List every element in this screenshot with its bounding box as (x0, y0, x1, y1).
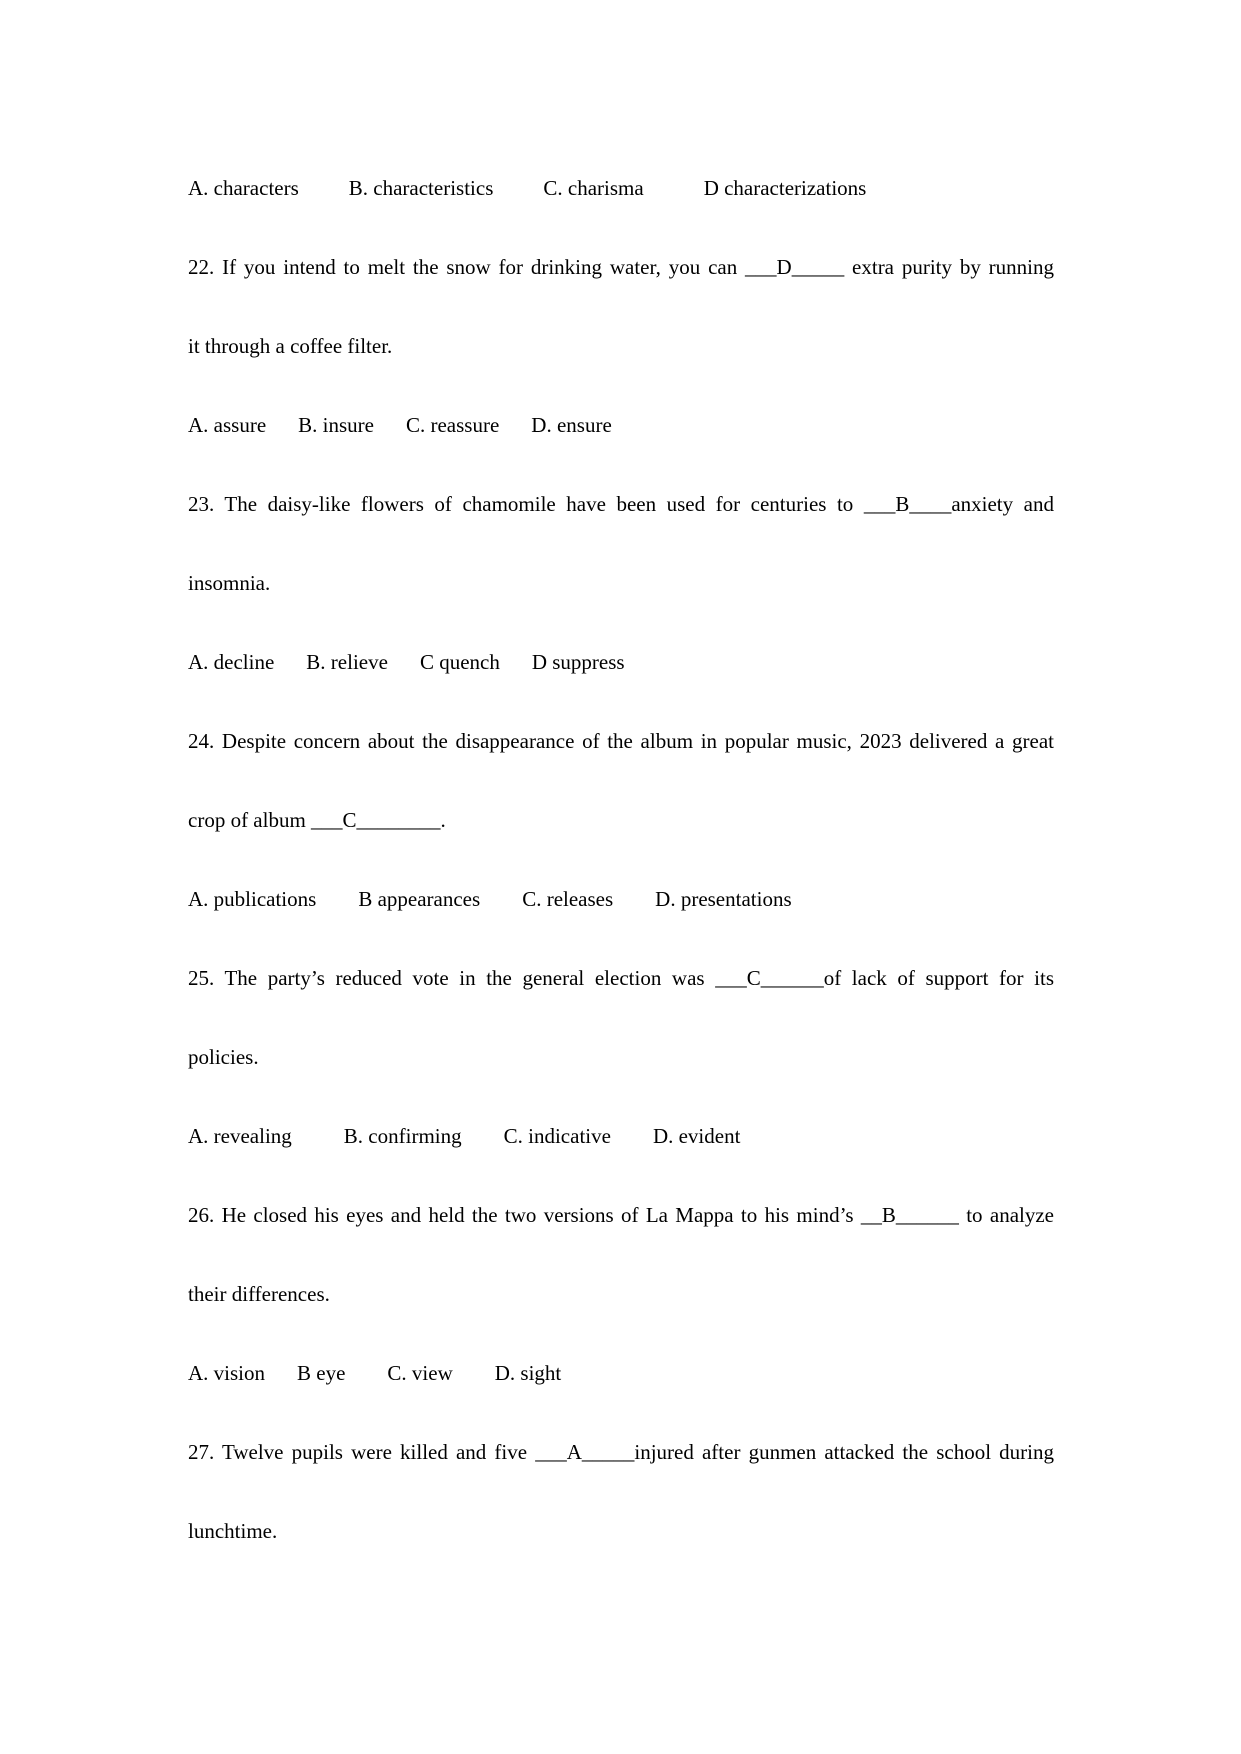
q21-option-b: B. characteristics (348, 176, 494, 200)
q23-option-b: B. relieve (306, 650, 388, 674)
q23-stem-line-1: 23. The daisy-like flowers of chamomile have been used for centuries to ___B____anxiety and (188, 492, 1054, 516)
q22-option-d: D. ensure (531, 413, 612, 437)
q22-option-b: B. insure (298, 413, 374, 437)
q25-stem-line-2: policies. (188, 1045, 259, 1069)
q25-options (188, 1122, 740, 1150)
q22-stem-line-2: it through a coffee filter. (188, 334, 393, 358)
q23-option-c: C quench (419, 650, 500, 674)
q24-option-d: D. presentations (655, 887, 792, 911)
q24-stem-line-1: 24. Despite concern about the disappearance of the album in popular music, 2023 delivered a great (188, 729, 1054, 753)
q22-stem-line-1: 22. If you intend to melt the snow for drinking water, you can ___D_____ extra purity by running (188, 255, 1054, 279)
q24-stem-line-2: crop of album ___C________. (188, 808, 446, 832)
q22-options (188, 411, 612, 439)
q25-option-d: D. evident (652, 1124, 741, 1148)
q27-stem-line-1: 27. Twelve pupils were killed and five ___A_____injured after gunmen attacked the school during (188, 1440, 1054, 1464)
q25-option-c: C. indicative (503, 1124, 611, 1148)
q23-option-d: D suppress (531, 650, 625, 674)
q27-stem-line-2: lunchtime. (188, 1519, 278, 1543)
q23-option-a: A. decline (188, 650, 275, 674)
q26-option-d: D. sight (494, 1361, 562, 1385)
q26-option-c: C. view (387, 1361, 453, 1385)
q24-option-a: A. publications (188, 887, 317, 911)
q21-option-d: D characterizations (703, 176, 867, 200)
q21-option-c: C. charisma (543, 176, 644, 200)
q26-stem-line-2: their differences. (188, 1282, 330, 1306)
q24-options (188, 885, 792, 913)
q26-option-b: B eye (297, 1361, 346, 1385)
q26-option-a: A. vision (188, 1361, 266, 1385)
q21-options (188, 174, 866, 202)
q25-stem-line-1: 25. The party’s reduced vote in the general election was ___C______of lack of support for its (188, 966, 1054, 990)
q22-option-c: C. reassure (405, 413, 500, 437)
q26-stem-line-1: 26. He closed his eyes and held the two versions of La Mappa to his mind’s __B______ to analyze (188, 1203, 1054, 1227)
q23-options (188, 648, 625, 676)
q26-options (188, 1359, 561, 1387)
q25-option-a: A. revealing (188, 1124, 292, 1148)
q23-stem-line-2: insomnia. (188, 571, 271, 595)
q24-option-c: C. releases (522, 887, 614, 911)
q24-option-b: B appearances (358, 887, 481, 911)
q25-option-b: B. confirming (343, 1124, 462, 1148)
q21-option-a: A. characters (188, 176, 299, 200)
q22-option-a: A. assure (188, 413, 267, 437)
